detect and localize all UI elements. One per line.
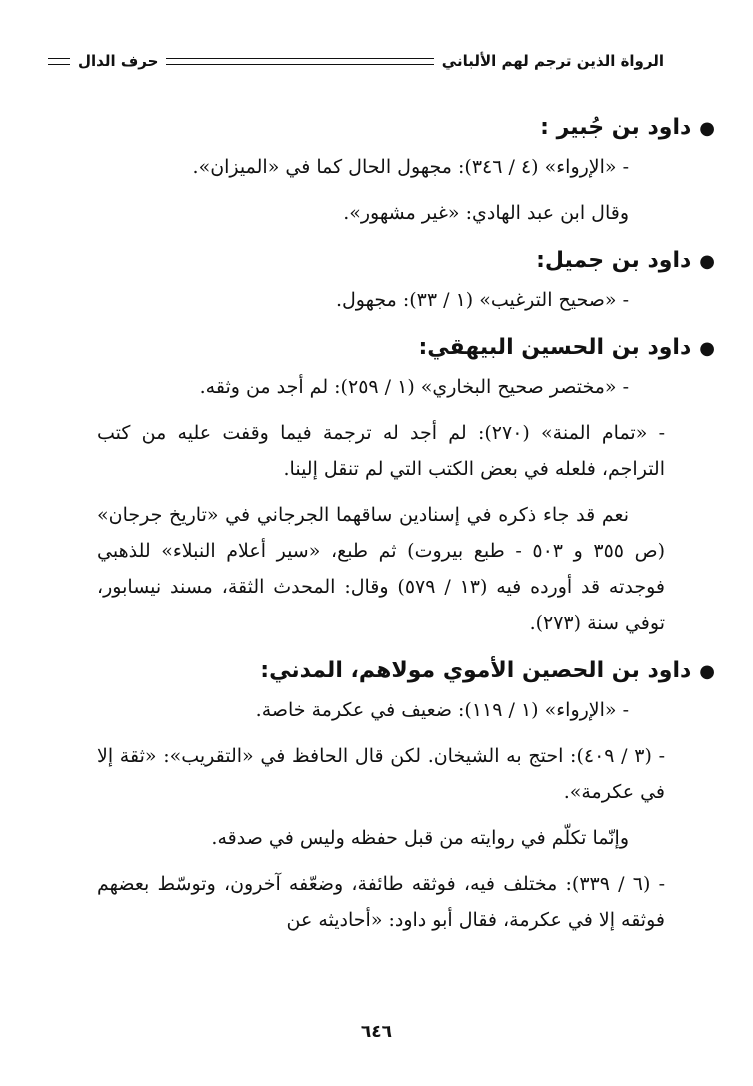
- entry-line: - «الإرواء» (٤ / ٣٤٦): مجهول الحال كما في «الميزان».: [192, 156, 629, 178]
- bullet-icon: ●: [699, 338, 715, 359]
- entry-line: - «صحيح الترغيب» (١ / ٣٣): مجهول.: [335, 289, 629, 311]
- header-title: الرواة الذين ترجم لهم الألباني: [441, 52, 664, 70]
- header-rule: [166, 58, 433, 65]
- entry-paragraph: - «تمام المنة» (٢٧٠): لم أجد له ترجمة فيما وقفت عليه من كتب التراجم، فلعله في بعض الكتب التي لم تنقل إلينا.: [97, 422, 665, 480]
- page-number: ٦٤٦: [360, 1022, 393, 1042]
- entry-heading-dawud-husayn-bayhaqi: [147, 328, 715, 369]
- running-header: [40, 46, 664, 76]
- entry-heading-dawud-jubayr: [147, 108, 715, 149]
- entry-line: وإنّما تكلّم في روايته من قبل حفظه وليس في صدقه.: [211, 827, 629, 849]
- bullet-icon: ●: [699, 251, 715, 272]
- entry-name: داود بن جُبير :: [540, 115, 692, 140]
- entry-paragraph: - (٦ / ٣٣٩): مختلف فيه، فوثقه طائفة، وضعّفه آخرون، وتوسّط بعضهم فوثقه إلا في عكرمة، فقال أبو داود: «أحاديثه عن: [97, 873, 666, 931]
- entry-heading-dawud-jamil: [147, 241, 715, 282]
- entry-heading-dawud-husayn-umawi: [147, 651, 715, 692]
- bullet-icon: ●: [699, 118, 715, 139]
- header-section: حرف الدال: [78, 52, 159, 70]
- entry-name: داود بن الحسين البيهقي:: [418, 335, 692, 360]
- entry-line: - «الإرواء» (١ / ١١٩): ضعيف في عكرمة خاصة.: [255, 699, 629, 721]
- bullet-icon: ●: [699, 661, 715, 682]
- entry-line: - «مختصر صحيح البخاري» (١ / ٢٥٩): لم أجد من وثقه.: [199, 376, 629, 398]
- page-body: [97, 108, 715, 948]
- entry-paragraph: - (٣ / ٤٠٩): احتج به الشيخان. لكن قال الحافظ في «التقريب»: «ثقة إلا في عكرمة».: [97, 745, 666, 803]
- entry-paragraph: نعم قد جاء ذكره في إسنادين ساقهما الجرجاني في «تاريخ جرجان» (ص ٣٥٥ و ٥٠٣ - طبع بيروت) ثم طبع، «سير أعلام النبلاء» للذهبي فوجدته قد أورده فيه (١٣ / ٥٧٩) وقال: المحدث الثقة، مسند نيسابور، توفي سنة (٢٧٣).: [97, 504, 666, 634]
- entry-name: داود بن الحصين الأموي مولاهم، المدني:: [260, 658, 692, 683]
- entry-line: وقال ابن عبد الهادي: «غير مشهور».: [343, 202, 629, 224]
- header-rule-short: [48, 58, 70, 65]
- entry-name: داود بن جميل:: [536, 248, 692, 273]
